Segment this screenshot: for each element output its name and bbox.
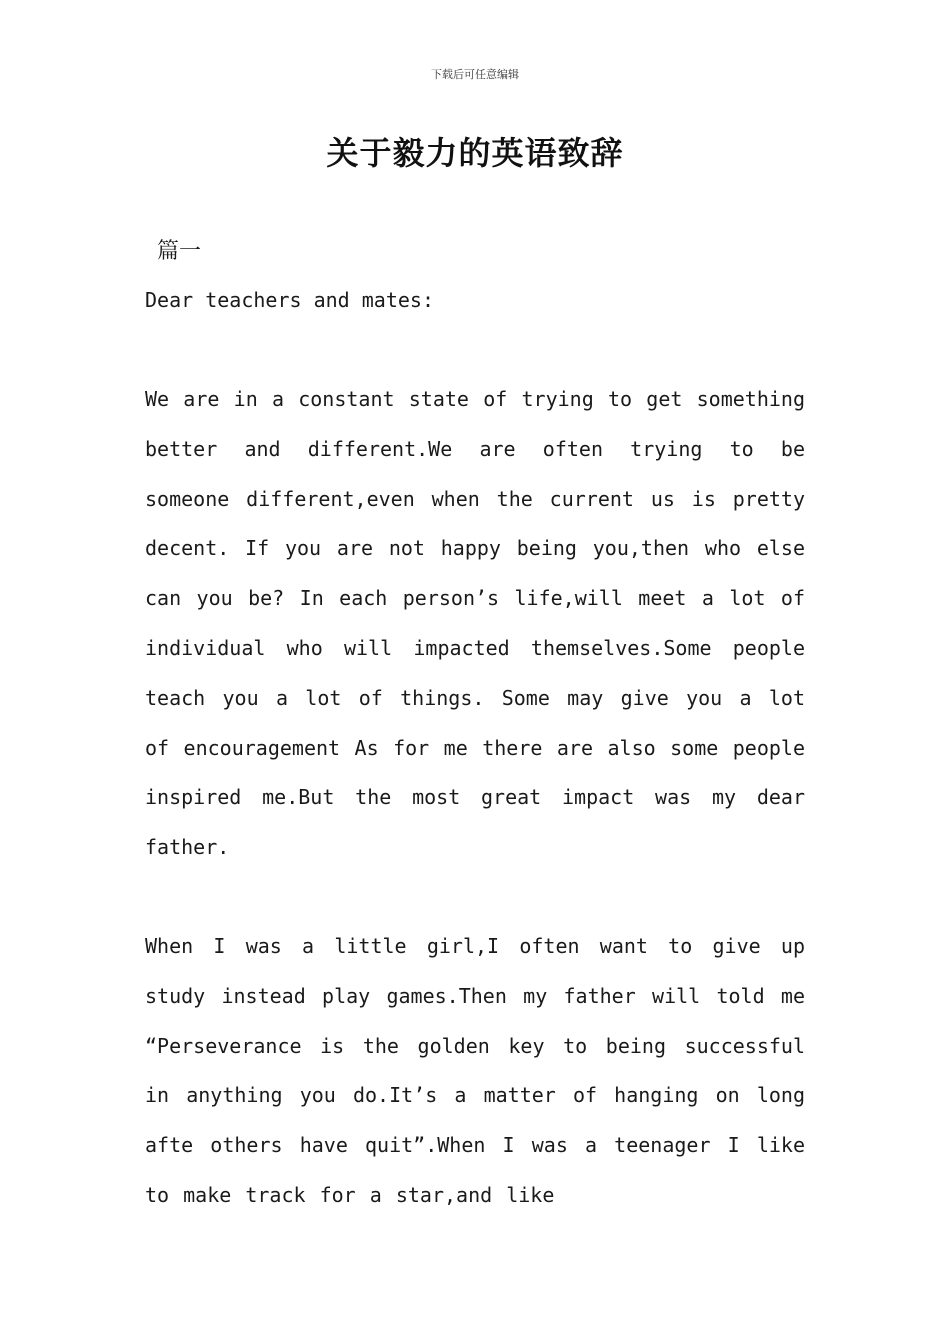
body-paragraph-2: When I was a little girl,I often want to give up study instead play games.Then my father will told me “Perseverance is the golden key to being successful in anything you do.It’s a matter of hanging on long afte others have quit”.When I was a teenager I like to make track for a star,and like <box>145 934 805 1207</box>
header-note: 下载后可任意编辑 <box>431 68 519 81</box>
section-label: 篇一 <box>157 239 202 264</box>
body-paragraph-1: We are in a constant state of trying to get something better and different.We are often trying to be someone different,even when the current us is pretty decent. If you are not happy being you,then who else can you be? In each person’s life,will meet a lot of individual who will impacted themselves.Some people teach you a lot of things. Some may give you a lot of encouragement As for me there are also some people inspired me.But the most great impact was my dear father. <box>145 387 805 860</box>
salutation: Dear teachers and mates: <box>145 288 434 312</box>
page-title: 关于毅力的英语致辞 <box>326 134 624 172</box>
